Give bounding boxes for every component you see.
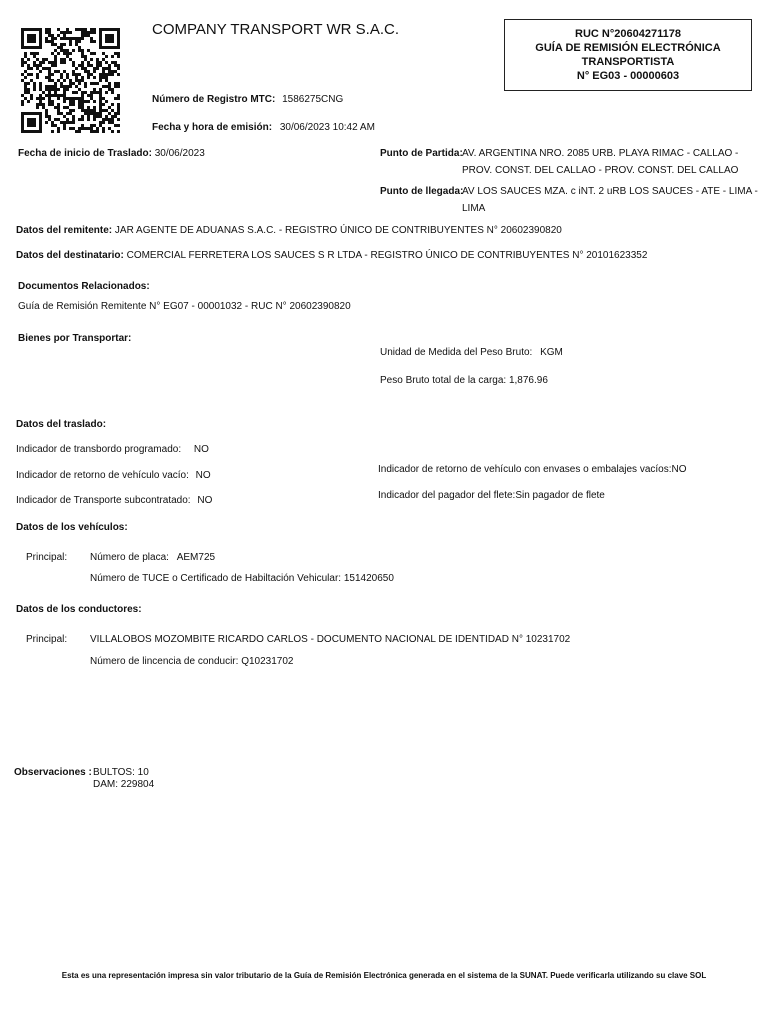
destinatario-value: COMERCIAL FERRETERA LOS SAUCES S R LTDA - REGISTRO ÚNICO DE CONTRIBUYENTES N° 20101623352	[126, 250, 648, 261]
pagador-label: Indicador del pagador del flete:	[378, 490, 516, 501]
bienes-heading: Bienes por Transportar:	[18, 333, 132, 344]
placa-label: Número de placa:	[90, 552, 169, 563]
transbordo-row	[16, 444, 209, 455]
peso-row	[380, 375, 548, 386]
retorno-vacio-row	[16, 470, 211, 481]
vehiculo-principal-label: Principal:	[26, 552, 68, 563]
footer-disclaimer: Esta es una representación impresa sin valor tributario de la Guía de Remisión Electrónica generada en el sistema de la SUNAT. Puede verificarla utilizando su clave SOL	[61, 971, 707, 980]
llegada-label: Punto de llegada:	[380, 186, 464, 197]
conductores-heading: Datos de los conductores:	[16, 604, 142, 615]
pagador-value: Sin pagador de flete	[515, 490, 605, 501]
start-date-value: 30/06/2023	[154, 148, 205, 159]
datos-traslado-heading: Datos del traslado:	[16, 419, 107, 430]
company-name: COMPANY TRANSPORT WR S.A.C.	[152, 21, 399, 38]
emission-label: Fecha y hora de emisión:	[152, 122, 273, 133]
subcontratado-row	[16, 495, 212, 506]
subcontratado-value: NO	[197, 495, 213, 506]
ruc-number: RUC N°20604271178	[575, 28, 681, 40]
conductor-principal-label: Principal:	[26, 634, 68, 645]
remitente-value: JAR AGENTE DE ADUANAS S.A.C. - REGISTRO ÚNICO DE CONTRIBUYENTES N° 20602390820	[114, 225, 562, 236]
doc-type-line1: GUÍA DE REMISIÓN ELECTRÓNICA	[535, 42, 721, 54]
peso-label: Peso Bruto total de la carga:	[380, 375, 507, 386]
licencia-value: Q10231702	[241, 656, 294, 667]
destinatario-row	[16, 250, 647, 261]
llegada-line1: AV LOS SAUCES MZA. c iNT. 2 uRB LOS SAUCES - ATE - LIMA -	[462, 186, 758, 197]
licencia-label: Número de lincencia de conducir:	[90, 656, 239, 667]
unidad-row	[380, 347, 563, 358]
doc-type-line2: TRANSPORTISTA	[581, 56, 675, 68]
driver-name: VILLALOBOS MOZOMBITE RICARDO CARLOS - DOCUMENTO NACIONAL DE IDENTIDAD N° 10231702	[90, 634, 571, 645]
doc-number: N° EG03 - 00000603	[576, 70, 680, 82]
partida-label: Punto de Partida:	[380, 148, 463, 159]
observaciones-label: Observaciones :	[14, 767, 92, 778]
retorno-envases-label: Indicador de retorno de vehículo con envases o embalajes vacíos:	[378, 464, 672, 475]
subcontratado-label: Indicador de Transporte subcontratado:	[16, 495, 191, 506]
documentos-item: Guía de Remisión Remitente N° EG07 - 00001032 - RUC N° 20602390820	[18, 301, 351, 312]
retorno-envases-value: NO	[671, 464, 687, 475]
tuce-label: Número de TUCE o Certificado de Habiltación Vehicular:	[90, 573, 342, 584]
placa-value: AEM725	[176, 552, 216, 563]
transbordo-label: Indicador de transbordo programado:	[16, 444, 182, 455]
unidad-value: KGM	[540, 347, 563, 358]
qr-code	[21, 28, 120, 133]
start-date-row	[18, 148, 205, 159]
observaciones-line1: BULTOS: 10	[93, 767, 149, 778]
remitente-label: Datos del remitente:	[16, 225, 113, 236]
llegada-line2: LIMA	[462, 203, 486, 214]
unidad-label: Unidad de Medida del Peso Bruto:	[380, 347, 533, 358]
mtc-label: Número de Registro MTC:	[152, 94, 276, 105]
retorno-envases-row	[378, 464, 687, 475]
partida-line1: AV. ARGENTINA NRO. 2085 URB. PLAYA RIMAC - CALLAO -	[462, 148, 739, 159]
placa-row	[90, 552, 215, 563]
start-date-label: Fecha de inicio de Traslado:	[18, 148, 152, 159]
observaciones-line2: DAM: 229804	[93, 779, 155, 790]
transbordo-value: NO	[193, 444, 209, 455]
emission-row	[152, 122, 375, 133]
vehiculos-heading: Datos de los vehículos:	[16, 522, 128, 533]
mtc-value: 1586275CNG	[282, 94, 344, 105]
pagador-row	[378, 490, 605, 501]
mtc-row	[152, 94, 343, 105]
retorno-vacio-value: NO	[195, 470, 211, 481]
retorno-vacio-label: Indicador de retorno de vehículo vacío:	[16, 470, 189, 481]
ruc-box	[504, 19, 752, 91]
licencia-row	[90, 656, 293, 667]
documentos-heading: Documentos Relacionados:	[18, 281, 150, 292]
remitente-row	[16, 225, 562, 236]
tuce-row	[90, 573, 394, 584]
tuce-value: 151420650	[343, 573, 394, 584]
peso-value: 1,876.96	[508, 375, 548, 386]
partida-line2: PROV. CONST. DEL CALLAO - PROV. CONST. DEL CALLAO	[462, 165, 739, 176]
destinatario-label: Datos del destinatario:	[16, 250, 124, 261]
emission-value: 30/06/2023 10:42 AM	[279, 122, 375, 133]
